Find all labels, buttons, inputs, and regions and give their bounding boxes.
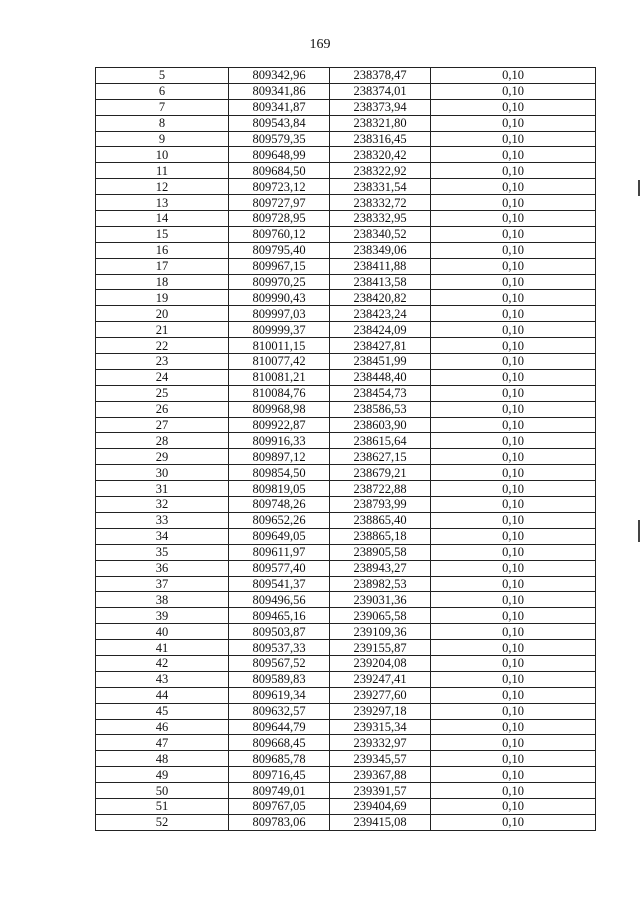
y-coordinate-cell: 239391,57 bbox=[330, 783, 431, 799]
x-coordinate-cell: 809728,95 bbox=[229, 211, 330, 227]
y-coordinate-cell: 238316,45 bbox=[330, 131, 431, 147]
accuracy-cell: 0,10 bbox=[431, 179, 596, 195]
y-coordinate-cell: 238448,40 bbox=[330, 369, 431, 385]
table-row bbox=[96, 131, 596, 147]
table-row bbox=[96, 512, 596, 528]
accuracy-cell: 0,10 bbox=[431, 751, 596, 767]
point-number-cell: 26 bbox=[96, 401, 229, 417]
table-row bbox=[96, 655, 596, 671]
accuracy-cell: 0,10 bbox=[431, 242, 596, 258]
y-coordinate-cell: 239277,60 bbox=[330, 687, 431, 703]
table-row bbox=[96, 544, 596, 560]
accuracy-cell: 0,10 bbox=[431, 465, 596, 481]
x-coordinate-cell: 809465,16 bbox=[229, 608, 330, 624]
y-coordinate-cell: 239332,97 bbox=[330, 735, 431, 751]
x-coordinate-cell: 809897,12 bbox=[229, 449, 330, 465]
accuracy-cell: 0,10 bbox=[431, 687, 596, 703]
x-coordinate-cell: 809723,12 bbox=[229, 179, 330, 195]
point-number-cell: 28 bbox=[96, 433, 229, 449]
x-coordinate-cell: 809567,52 bbox=[229, 655, 330, 671]
table-row bbox=[96, 68, 596, 84]
table-row bbox=[96, 195, 596, 211]
y-coordinate-cell: 238586,53 bbox=[330, 401, 431, 417]
accuracy-cell: 0,10 bbox=[431, 735, 596, 751]
y-coordinate-cell: 238373,94 bbox=[330, 99, 431, 115]
table-row bbox=[96, 226, 596, 242]
y-coordinate-cell: 238320,42 bbox=[330, 147, 431, 163]
y-coordinate-cell: 238411,88 bbox=[330, 258, 431, 274]
accuracy-cell: 0,10 bbox=[431, 608, 596, 624]
point-number-cell: 16 bbox=[96, 242, 229, 258]
x-coordinate-cell: 809968,98 bbox=[229, 401, 330, 417]
point-number-cell: 22 bbox=[96, 338, 229, 354]
x-coordinate-cell: 809589,83 bbox=[229, 671, 330, 687]
point-number-cell: 8 bbox=[96, 115, 229, 131]
accuracy-cell: 0,10 bbox=[431, 719, 596, 735]
y-coordinate-cell: 238943,27 bbox=[330, 560, 431, 576]
table-row bbox=[96, 242, 596, 258]
accuracy-cell: 0,10 bbox=[431, 306, 596, 322]
point-number-cell: 41 bbox=[96, 640, 229, 656]
table-row bbox=[96, 624, 596, 640]
table-row bbox=[96, 798, 596, 814]
point-number-cell: 32 bbox=[96, 497, 229, 513]
x-coordinate-cell: 809922,87 bbox=[229, 417, 330, 433]
accuracy-cell: 0,10 bbox=[431, 258, 596, 274]
table-row bbox=[96, 671, 596, 687]
y-coordinate-cell: 238423,24 bbox=[330, 306, 431, 322]
accuracy-cell: 0,10 bbox=[431, 369, 596, 385]
accuracy-cell: 0,10 bbox=[431, 671, 596, 687]
accuracy-cell: 0,10 bbox=[431, 131, 596, 147]
accuracy-cell: 0,10 bbox=[431, 433, 596, 449]
table-row bbox=[96, 338, 596, 354]
table-row bbox=[96, 767, 596, 783]
x-coordinate-cell: 809341,87 bbox=[229, 99, 330, 115]
accuracy-cell: 0,10 bbox=[431, 449, 596, 465]
point-number-cell: 34 bbox=[96, 528, 229, 544]
table-row bbox=[96, 783, 596, 799]
point-number-cell: 7 bbox=[96, 99, 229, 115]
point-number-cell: 43 bbox=[96, 671, 229, 687]
table-row bbox=[96, 369, 596, 385]
accuracy-cell: 0,10 bbox=[431, 767, 596, 783]
table-row bbox=[96, 528, 596, 544]
table-row bbox=[96, 814, 596, 830]
x-coordinate-cell: 809579,35 bbox=[229, 131, 330, 147]
y-coordinate-cell: 239065,58 bbox=[330, 608, 431, 624]
y-coordinate-cell: 239345,57 bbox=[330, 751, 431, 767]
accuracy-cell: 0,10 bbox=[431, 211, 596, 227]
point-number-cell: 44 bbox=[96, 687, 229, 703]
point-number-cell: 20 bbox=[96, 306, 229, 322]
x-coordinate-cell: 810077,42 bbox=[229, 354, 330, 370]
point-number-cell: 6 bbox=[96, 83, 229, 99]
y-coordinate-cell: 239155,87 bbox=[330, 640, 431, 656]
accuracy-cell: 0,10 bbox=[431, 528, 596, 544]
x-coordinate-cell: 809537,33 bbox=[229, 640, 330, 656]
accuracy-cell: 0,10 bbox=[431, 68, 596, 84]
point-number-cell: 13 bbox=[96, 195, 229, 211]
accuracy-cell: 0,10 bbox=[431, 99, 596, 115]
table-row bbox=[96, 179, 596, 195]
point-number-cell: 5 bbox=[96, 68, 229, 84]
y-coordinate-cell: 238340,52 bbox=[330, 226, 431, 242]
point-number-cell: 45 bbox=[96, 703, 229, 719]
x-coordinate-cell: 809819,05 bbox=[229, 481, 330, 497]
x-coordinate-cell: 809685,78 bbox=[229, 751, 330, 767]
table-row bbox=[96, 751, 596, 767]
y-coordinate-cell: 239247,41 bbox=[330, 671, 431, 687]
point-number-cell: 29 bbox=[96, 449, 229, 465]
table-row bbox=[96, 449, 596, 465]
y-coordinate-cell: 239404,69 bbox=[330, 798, 431, 814]
y-coordinate-cell: 238374,01 bbox=[330, 83, 431, 99]
x-coordinate-cell: 809748,26 bbox=[229, 497, 330, 513]
table-row bbox=[96, 592, 596, 608]
x-coordinate-cell: 809503,87 bbox=[229, 624, 330, 640]
x-coordinate-cell: 810084,76 bbox=[229, 385, 330, 401]
point-number-cell: 18 bbox=[96, 274, 229, 290]
table-row bbox=[96, 274, 596, 290]
accuracy-cell: 0,10 bbox=[431, 322, 596, 338]
x-coordinate-cell: 809541,37 bbox=[229, 576, 330, 592]
y-coordinate-cell: 238615,64 bbox=[330, 433, 431, 449]
y-coordinate-cell: 238420,82 bbox=[330, 290, 431, 306]
accuracy-cell: 0,10 bbox=[431, 417, 596, 433]
accuracy-cell: 0,10 bbox=[431, 544, 596, 560]
x-coordinate-cell: 809668,45 bbox=[229, 735, 330, 751]
x-coordinate-cell: 810011,15 bbox=[229, 338, 330, 354]
point-number-cell: 38 bbox=[96, 592, 229, 608]
table-row bbox=[96, 115, 596, 131]
y-coordinate-cell: 238603,90 bbox=[330, 417, 431, 433]
accuracy-cell: 0,10 bbox=[431, 512, 596, 528]
x-coordinate-cell: 809854,50 bbox=[229, 465, 330, 481]
point-number-cell: 51 bbox=[96, 798, 229, 814]
y-coordinate-cell: 238454,73 bbox=[330, 385, 431, 401]
table-row bbox=[96, 640, 596, 656]
table-row bbox=[96, 306, 596, 322]
point-number-cell: 46 bbox=[96, 719, 229, 735]
x-coordinate-cell: 809632,57 bbox=[229, 703, 330, 719]
point-number-cell: 10 bbox=[96, 147, 229, 163]
y-coordinate-cell: 239204,08 bbox=[330, 655, 431, 671]
table-row bbox=[96, 719, 596, 735]
x-coordinate-cell: 809341,86 bbox=[229, 83, 330, 99]
accuracy-cell: 0,10 bbox=[431, 624, 596, 640]
table-row bbox=[96, 687, 596, 703]
point-number-cell: 37 bbox=[96, 576, 229, 592]
x-coordinate-cell: 809795,40 bbox=[229, 242, 330, 258]
accuracy-cell: 0,10 bbox=[431, 497, 596, 513]
y-coordinate-cell: 238413,58 bbox=[330, 274, 431, 290]
accuracy-cell: 0,10 bbox=[431, 274, 596, 290]
table-row bbox=[96, 497, 596, 513]
y-coordinate-cell: 238378,47 bbox=[330, 68, 431, 84]
point-number-cell: 15 bbox=[96, 226, 229, 242]
accuracy-cell: 0,10 bbox=[431, 798, 596, 814]
y-coordinate-cell: 238722,88 bbox=[330, 481, 431, 497]
point-number-cell: 27 bbox=[96, 417, 229, 433]
x-coordinate-cell: 809767,05 bbox=[229, 798, 330, 814]
table-row bbox=[96, 354, 596, 370]
x-coordinate-cell: 809577,40 bbox=[229, 560, 330, 576]
table-row bbox=[96, 417, 596, 433]
point-number-cell: 40 bbox=[96, 624, 229, 640]
y-coordinate-cell: 239415,08 bbox=[330, 814, 431, 830]
x-coordinate-cell: 809783,06 bbox=[229, 814, 330, 830]
table-row bbox=[96, 99, 596, 115]
table-row bbox=[96, 560, 596, 576]
accuracy-cell: 0,10 bbox=[431, 703, 596, 719]
accuracy-cell: 0,10 bbox=[431, 655, 596, 671]
x-coordinate-cell: 809543,84 bbox=[229, 115, 330, 131]
y-coordinate-cell: 238321,80 bbox=[330, 115, 431, 131]
accuracy-cell: 0,10 bbox=[431, 783, 596, 799]
table-row bbox=[96, 481, 596, 497]
y-coordinate-cell: 239031,36 bbox=[330, 592, 431, 608]
table-row bbox=[96, 211, 596, 227]
y-coordinate-cell: 238865,18 bbox=[330, 528, 431, 544]
x-coordinate-cell: 809967,15 bbox=[229, 258, 330, 274]
point-number-cell: 30 bbox=[96, 465, 229, 481]
x-coordinate-cell: 809916,33 bbox=[229, 433, 330, 449]
x-coordinate-cell: 809970,25 bbox=[229, 274, 330, 290]
table-row bbox=[96, 385, 596, 401]
y-coordinate-cell: 238331,54 bbox=[330, 179, 431, 195]
x-coordinate-cell: 809990,43 bbox=[229, 290, 330, 306]
x-coordinate-cell: 809649,05 bbox=[229, 528, 330, 544]
point-number-cell: 14 bbox=[96, 211, 229, 227]
y-coordinate-cell: 238332,95 bbox=[330, 211, 431, 227]
point-number-cell: 50 bbox=[96, 783, 229, 799]
y-coordinate-cell: 238349,06 bbox=[330, 242, 431, 258]
y-coordinate-cell: 238627,15 bbox=[330, 449, 431, 465]
accuracy-cell: 0,10 bbox=[431, 385, 596, 401]
x-coordinate-cell: 809997,03 bbox=[229, 306, 330, 322]
y-coordinate-cell: 238424,09 bbox=[330, 322, 431, 338]
point-number-cell: 35 bbox=[96, 544, 229, 560]
table-row bbox=[96, 703, 596, 719]
table-row bbox=[96, 147, 596, 163]
y-coordinate-cell: 238332,72 bbox=[330, 195, 431, 211]
y-coordinate-cell: 238427,81 bbox=[330, 338, 431, 354]
point-number-cell: 17 bbox=[96, 258, 229, 274]
x-coordinate-cell: 809611,97 bbox=[229, 544, 330, 560]
table-row bbox=[96, 608, 596, 624]
point-number-cell: 24 bbox=[96, 369, 229, 385]
point-number-cell: 11 bbox=[96, 163, 229, 179]
accuracy-cell: 0,10 bbox=[431, 83, 596, 99]
accuracy-cell: 0,10 bbox=[431, 338, 596, 354]
coordinates-table-body bbox=[96, 68, 596, 831]
accuracy-cell: 0,10 bbox=[431, 401, 596, 417]
x-coordinate-cell: 810081,21 bbox=[229, 369, 330, 385]
table-row bbox=[96, 322, 596, 338]
accuracy-cell: 0,10 bbox=[431, 576, 596, 592]
x-coordinate-cell: 809749,01 bbox=[229, 783, 330, 799]
table-row bbox=[96, 163, 596, 179]
x-coordinate-cell: 809684,50 bbox=[229, 163, 330, 179]
x-coordinate-cell: 809496,56 bbox=[229, 592, 330, 608]
point-number-cell: 47 bbox=[96, 735, 229, 751]
page-number: 169 bbox=[309, 37, 331, 52]
table-row bbox=[96, 465, 596, 481]
accuracy-cell: 0,10 bbox=[431, 560, 596, 576]
y-coordinate-cell: 238451,99 bbox=[330, 354, 431, 370]
x-coordinate-cell: 809342,96 bbox=[229, 68, 330, 84]
point-number-cell: 21 bbox=[96, 322, 229, 338]
table-row bbox=[96, 83, 596, 99]
accuracy-cell: 0,10 bbox=[431, 290, 596, 306]
y-coordinate-cell: 238905,58 bbox=[330, 544, 431, 560]
point-number-cell: 25 bbox=[96, 385, 229, 401]
x-coordinate-cell: 809619,34 bbox=[229, 687, 330, 703]
point-number-cell: 9 bbox=[96, 131, 229, 147]
table-row bbox=[96, 433, 596, 449]
y-coordinate-cell: 238982,53 bbox=[330, 576, 431, 592]
coordinates-table bbox=[95, 67, 596, 831]
point-number-cell: 12 bbox=[96, 179, 229, 195]
x-coordinate-cell: 809760,12 bbox=[229, 226, 330, 242]
point-number-cell: 49 bbox=[96, 767, 229, 783]
table-row bbox=[96, 258, 596, 274]
y-coordinate-cell: 239367,88 bbox=[330, 767, 431, 783]
accuracy-cell: 0,10 bbox=[431, 163, 596, 179]
y-coordinate-cell: 238322,92 bbox=[330, 163, 431, 179]
point-number-cell: 52 bbox=[96, 814, 229, 830]
x-coordinate-cell: 809727,97 bbox=[229, 195, 330, 211]
point-number-cell: 36 bbox=[96, 560, 229, 576]
accuracy-cell: 0,10 bbox=[431, 115, 596, 131]
point-number-cell: 48 bbox=[96, 751, 229, 767]
y-coordinate-cell: 239297,18 bbox=[330, 703, 431, 719]
y-coordinate-cell: 239315,34 bbox=[330, 719, 431, 735]
x-coordinate-cell: 809652,26 bbox=[229, 512, 330, 528]
y-coordinate-cell: 238793,99 bbox=[330, 497, 431, 513]
accuracy-cell: 0,10 bbox=[431, 481, 596, 497]
point-number-cell: 19 bbox=[96, 290, 229, 306]
accuracy-cell: 0,10 bbox=[431, 814, 596, 830]
x-coordinate-cell: 809648,99 bbox=[229, 147, 330, 163]
table-row bbox=[96, 290, 596, 306]
point-number-cell: 42 bbox=[96, 655, 229, 671]
accuracy-cell: 0,10 bbox=[431, 226, 596, 242]
accuracy-cell: 0,10 bbox=[431, 195, 596, 211]
y-coordinate-cell: 238679,21 bbox=[330, 465, 431, 481]
accuracy-cell: 0,10 bbox=[431, 354, 596, 370]
x-coordinate-cell: 809644,79 bbox=[229, 719, 330, 735]
point-number-cell: 39 bbox=[96, 608, 229, 624]
accuracy-cell: 0,10 bbox=[431, 147, 596, 163]
x-coordinate-cell: 809716,45 bbox=[229, 767, 330, 783]
point-number-cell: 31 bbox=[96, 481, 229, 497]
table-row bbox=[96, 735, 596, 751]
accuracy-cell: 0,10 bbox=[431, 640, 596, 656]
table-row bbox=[96, 401, 596, 417]
point-number-cell: 33 bbox=[96, 512, 229, 528]
y-coordinate-cell: 239109,36 bbox=[330, 624, 431, 640]
table-row bbox=[96, 576, 596, 592]
accuracy-cell: 0,10 bbox=[431, 592, 596, 608]
point-number-cell: 23 bbox=[96, 354, 229, 370]
x-coordinate-cell: 809999,37 bbox=[229, 322, 330, 338]
y-coordinate-cell: 238865,40 bbox=[330, 512, 431, 528]
